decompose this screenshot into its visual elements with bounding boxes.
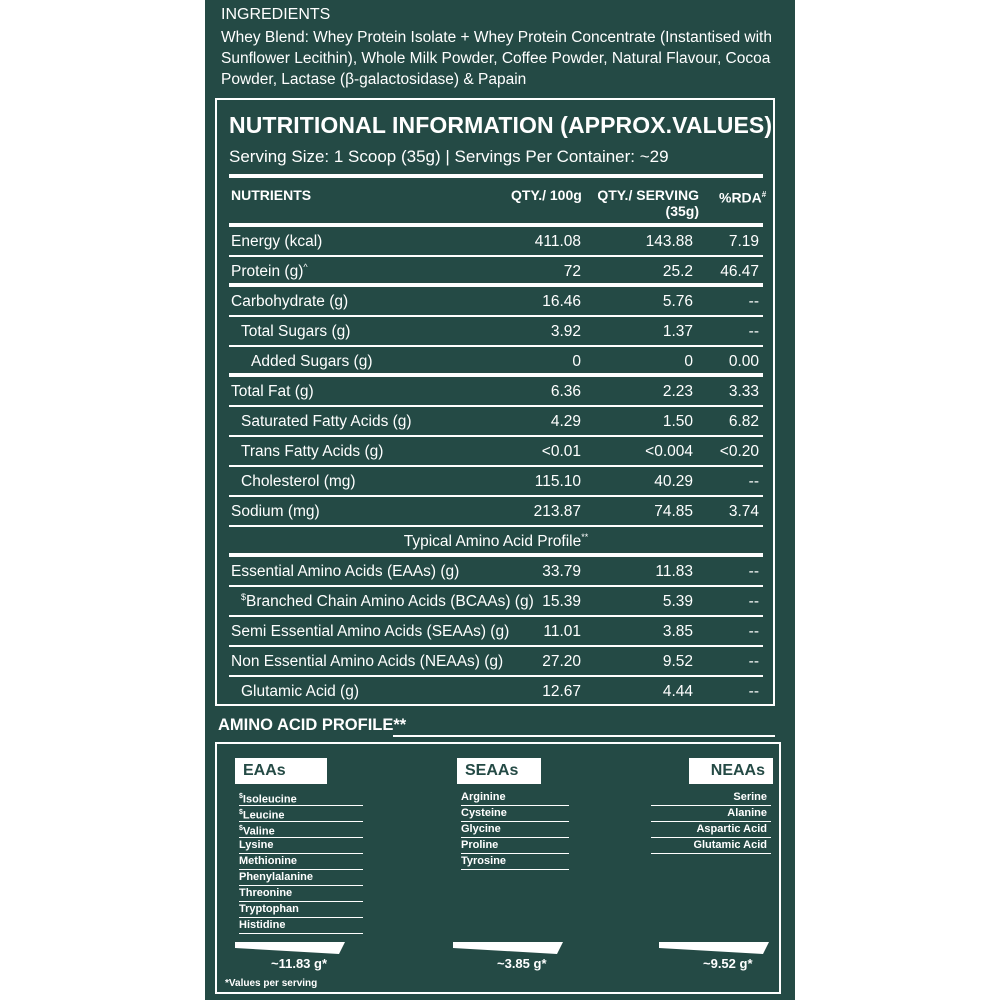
value-per-serving: 0 <box>684 353 693 370</box>
nutrient-row <box>229 227 763 257</box>
neaas-item: Serine <box>651 790 771 806</box>
nutrient-name-text: Carbohydrate (g) <box>231 293 349 310</box>
seaas-item: Glycine <box>461 822 569 838</box>
nutrient-name <box>231 293 348 311</box>
eaas-item-name: Tryptophan <box>239 903 299 915</box>
value-per-100g: 15.39 <box>542 593 581 610</box>
neaas-total-marker <box>659 942 769 954</box>
value-per-serving: 11.83 <box>655 563 693 580</box>
eaas-item <box>239 838 363 854</box>
nutrient-row <box>229 377 763 407</box>
eaas-item <box>239 790 363 806</box>
seaas-list <box>461 790 569 870</box>
seaas-item: Tyrosine <box>461 854 569 870</box>
eaas-item-mark: $ <box>239 809 243 816</box>
value-per-100g: 12.67 <box>542 683 581 700</box>
nutrient-name-text: Total Fat (g) <box>231 383 314 400</box>
neaas-item: Glutamic Acid <box>651 838 771 854</box>
nutrient-name-text: Cholesterol (mg) <box>241 473 356 490</box>
value-per-100g: 72 <box>563 263 581 280</box>
nutrient-row <box>229 347 763 377</box>
eaas-item <box>239 822 363 838</box>
value-per-serving: 9.52 <box>662 653 693 670</box>
value-per-serving: 143.88 <box>645 233 693 250</box>
nutrient-name-text: Energy (kcal) <box>231 233 323 250</box>
amino-row <box>229 617 763 647</box>
value-rda: -- <box>748 623 759 640</box>
nutrient-name-text: Total Sugars (g) <box>241 323 351 340</box>
nutrition-title: NUTRITIONAL INFORMATION (APPROX.VALUES) <box>229 112 773 138</box>
nutrient-name-text: Saturated Fatty Acids (g) <box>241 413 412 430</box>
eaas-item-mark: $ <box>239 793 243 800</box>
value-rda: -- <box>748 563 759 580</box>
header-rda-mark: # <box>761 190 767 199</box>
nutrient-name-text: Trans Fatty Acids (g) <box>241 443 384 460</box>
amino-name-text: Essential Amino Acids (EAAs) (g) <box>231 563 460 580</box>
nutrient-row <box>229 287 763 317</box>
value-rda: -- <box>748 323 759 340</box>
eaas-total-marker <box>235 942 345 954</box>
nutrient-name <box>241 323 350 341</box>
value-rda: -- <box>748 473 759 490</box>
amino-name <box>231 653 503 671</box>
eaas-total: ~11.83 g* <box>271 956 328 971</box>
eaas-item-name: Valine <box>242 825 275 838</box>
value-per-100g: 115.10 <box>534 473 581 490</box>
seaas-item: Arginine <box>461 790 569 806</box>
amino-name-text: Branched Chain Amino Acids (BCAAs) (g) <box>246 593 534 610</box>
value-per-serving: 25.2 <box>662 263 693 280</box>
value-per-serving: 5.76 <box>662 293 693 310</box>
nutrient-name <box>241 413 412 431</box>
eaas-item <box>239 806 363 822</box>
amino-mark: $ <box>241 591 247 602</box>
value-rda: <0.20 <box>719 443 759 460</box>
eaas-item <box>239 870 363 886</box>
nutrient-row <box>229 407 763 437</box>
value-per-100g: 3.92 <box>550 323 581 340</box>
neaas-item: Aspartic Acid <box>651 822 771 838</box>
amino-row <box>229 647 763 677</box>
value-rda: 3.74 <box>728 503 759 520</box>
seaas-item: Proline <box>461 838 569 854</box>
ingredients-section <box>221 5 786 90</box>
eaas-item-name: Lysine <box>239 839 274 851</box>
header-rda-label: %RDA <box>719 189 762 206</box>
eaas-item <box>239 918 363 934</box>
value-rda: 46.47 <box>720 263 759 280</box>
eaas-item-mark: $ <box>239 825 243 832</box>
ingredients-text: Whey Blend: Whey Protein Isolate + Whey Protein Concentrate (Instantised with Sunflower Lecithin), Whole Milk Powder, Coffee Powder, Natural Flavour, Cocoa Powder, Lactase (β-galactosidase) & Papain <box>221 29 772 88</box>
nutrient-row <box>229 257 763 287</box>
value-per-100g: <0.01 <box>541 443 581 460</box>
nutrient-name-text: Sodium (mg) <box>231 503 320 520</box>
eaas-item <box>239 886 363 902</box>
value-per-serving: 40.29 <box>654 473 693 490</box>
nutrient-row <box>229 437 763 467</box>
nutrient-row <box>229 467 763 497</box>
amino-name <box>231 623 509 641</box>
value-per-100g: 16.46 <box>542 293 581 310</box>
value-per-serving: 74.85 <box>654 503 693 520</box>
header-qty-serving-sub: (35g) <box>665 203 699 219</box>
value-rda: 0.00 <box>728 353 759 370</box>
nutrient-row <box>229 497 763 527</box>
value-rda: -- <box>748 593 759 610</box>
eaas-tag: EAAs <box>235 758 327 784</box>
header-rda <box>719 187 766 206</box>
label-panel <box>205 0 795 1000</box>
amino-row <box>229 587 763 617</box>
amino-name-text: Glutamic Acid (g) <box>241 683 360 700</box>
amino-profile-heading-text: Typical Amino Acid Profile <box>403 533 582 550</box>
header-qty-serving-label: QTY./ SERVING <box>597 187 699 203</box>
seaas-total-marker <box>453 942 563 954</box>
eaas-item-name: Isoleucine <box>242 793 297 806</box>
divider <box>393 735 775 737</box>
serving-info: Serving Size: 1 Scoop (35g) | Servings Per Container: ~29 <box>229 147 669 166</box>
value-per-100g: 0 <box>572 353 581 370</box>
nutrient-name <box>251 353 373 371</box>
neaas-tag: NEAAs <box>689 758 773 784</box>
header-qty-serving <box>597 187 699 219</box>
value-per-serving: 5.39 <box>662 593 693 610</box>
eaas-item <box>239 854 363 870</box>
amino-profile-heading-row <box>229 527 763 557</box>
amino-profile-title: AMINO ACID PROFILE** <box>218 716 407 734</box>
value-per-serving: 2.23 <box>662 383 693 400</box>
value-rda: -- <box>748 653 759 670</box>
nutrient-name <box>231 263 308 281</box>
amino-row <box>229 677 763 707</box>
nutrient-name <box>231 233 322 251</box>
value-per-100g: 411.08 <box>534 233 581 250</box>
neaas-item: Alanine <box>651 806 771 822</box>
seaas-total: ~3.85 g* <box>497 956 547 971</box>
eaas-item-name: Methionine <box>239 855 298 867</box>
nutrition-table <box>215 98 775 706</box>
amino-name-text: Semi Essential Amino Acids (SEAAs) (g) <box>231 623 510 640</box>
nutrient-name <box>231 383 314 401</box>
value-per-serving: 4.44 <box>662 683 693 700</box>
nutrient-name-text: Added Sugars (g) <box>251 353 373 370</box>
nutrient-name-text: Protein (g) <box>231 263 304 280</box>
value-rda: 7.19 <box>728 233 759 250</box>
amino-profile-heading <box>229 533 763 551</box>
seaas-tag: SEAAs <box>457 758 541 784</box>
nutrient-mark: ^ <box>303 261 308 272</box>
value-rda: 6.82 <box>728 413 759 430</box>
amino-profile-box <box>215 742 781 994</box>
amino-name-text: Non Essential Amino Acids (NEAAs) (g) <box>231 653 504 670</box>
eaas-item <box>239 902 363 918</box>
header-qty-100g: QTY./ 100g <box>511 187 582 203</box>
amino-name <box>231 563 459 581</box>
eaas-item-name: Leucine <box>242 809 285 822</box>
value-per-100g: 213.87 <box>533 503 581 520</box>
eaas-item-name: Phenylalanine <box>239 871 313 883</box>
value-per-serving: 1.50 <box>662 413 693 430</box>
value-per-serving: 1.37 <box>662 323 693 340</box>
eaas-list <box>239 790 363 934</box>
nutrient-name <box>241 473 356 491</box>
value-per-serving: <0.004 <box>645 443 693 460</box>
seaas-item: Cysteine <box>461 806 569 822</box>
eaas-item-name: Threonine <box>239 887 293 899</box>
neaas-total: ~9.52 g* <box>703 956 753 971</box>
divider <box>229 174 763 178</box>
amino-name <box>241 593 534 611</box>
footnote: *Values per serving <box>225 978 318 989</box>
value-rda: -- <box>748 293 759 310</box>
value-per-100g: 33.79 <box>542 563 581 580</box>
header-nutrients: NUTRIENTS <box>231 187 312 203</box>
neaas-list <box>651 790 771 854</box>
amino-row <box>229 557 763 587</box>
value-per-100g: 27.20 <box>542 653 581 670</box>
nutrient-row <box>229 317 763 347</box>
value-per-100g: 6.36 <box>550 383 581 400</box>
amino-name <box>241 683 359 701</box>
nutrient-name <box>241 443 383 461</box>
nutrient-name <box>231 503 320 521</box>
ingredients-title: INGREDIENTS <box>221 6 331 23</box>
value-per-serving: 3.85 <box>662 623 693 640</box>
eaas-item-name: Histidine <box>239 919 286 931</box>
value-per-100g: 11.01 <box>543 623 581 640</box>
value-rda: -- <box>748 683 759 700</box>
amino-heading-mark: ** <box>581 531 589 542</box>
value-rda: 3.33 <box>728 383 759 400</box>
value-per-100g: 4.29 <box>550 413 581 430</box>
